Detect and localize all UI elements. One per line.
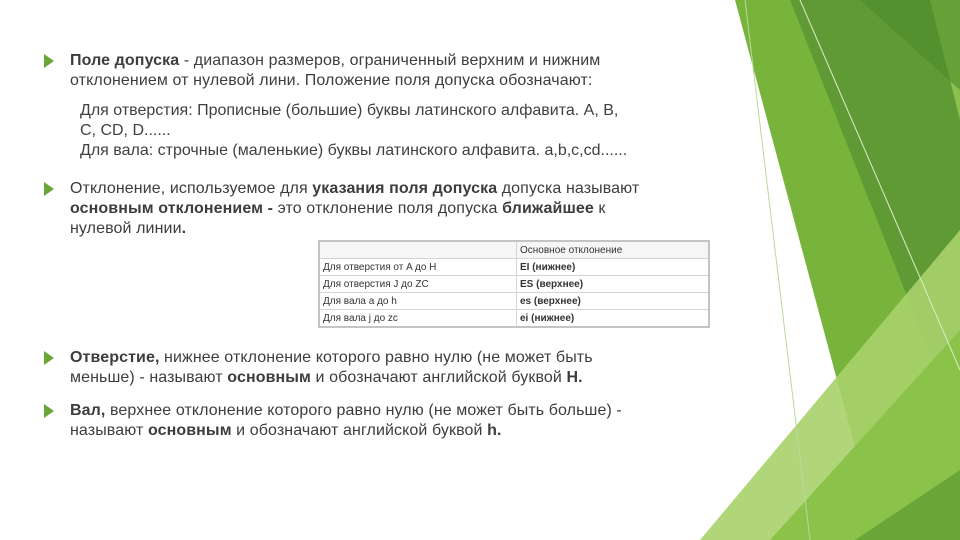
table-header-cell: Основное отклонение xyxy=(517,241,710,259)
bullet3-text xyxy=(70,348,730,388)
text-span: нижнее отклонение которого равно нулю (не может быть xyxy=(159,349,593,366)
bullet3-line1 xyxy=(70,348,730,368)
bullet1-text xyxy=(70,51,730,91)
table-row xyxy=(319,293,709,310)
text-span: и обозначают английской буквой xyxy=(311,369,567,386)
sub-paragraph xyxy=(80,101,720,161)
text-span-bold: основным xyxy=(227,369,311,386)
bullet2-line1 xyxy=(70,179,730,199)
table-row xyxy=(319,310,709,328)
deviation-table xyxy=(318,240,710,328)
text-span-bold: основным отклонением - xyxy=(70,200,274,217)
bullet4-line1 xyxy=(70,401,730,421)
bullet2-text xyxy=(70,179,730,239)
text-span: Отклонение, используемое для xyxy=(70,180,313,197)
bullet4-line2 xyxy=(70,421,730,441)
table-cell: Для отверстия от A до H xyxy=(319,259,517,276)
text-span: нулевой линии xyxy=(70,220,182,237)
bullet4-text xyxy=(70,401,730,441)
sub-line3: Для вала: строчные (маленькие) буквы латинского алфавита. a,b,c,cd...... xyxy=(80,142,628,159)
text-span-bold: указания поля допуска xyxy=(312,180,498,197)
sub-line2: С, СD, D...... xyxy=(80,122,171,139)
bullet-arrow-icon xyxy=(44,351,54,365)
sub-line1: Для отверстия: Прописные (большие) буквы латинского алфавита. А, В, xyxy=(80,102,619,119)
table-cell: EI (нижнее) xyxy=(517,259,710,276)
text-span: и обозначают английской буквой xyxy=(231,422,488,439)
text-span: допуска называют xyxy=(497,180,640,197)
text-span-bold: Вал, xyxy=(70,402,106,419)
table-cell: es (верхнее) xyxy=(517,293,710,310)
bullet2-line2 xyxy=(70,199,730,219)
text-span: называют xyxy=(70,422,148,439)
text-span-bold: h. xyxy=(487,422,502,439)
table-cell: Для отверстия J до ZC xyxy=(319,276,517,293)
text-span: к xyxy=(593,200,606,217)
table-header-row xyxy=(319,241,709,259)
table-row xyxy=(319,276,709,293)
term-tolerance-field: Поле допуска xyxy=(70,52,180,69)
table-cell: ei (нижнее) xyxy=(517,310,710,328)
table-cell: ES (верхнее) xyxy=(517,276,710,293)
table-cell: Для вала a до h xyxy=(319,293,517,310)
bullet1-line2: отклонением от нулевой лини. Положение поля допуска обозначают: xyxy=(70,72,593,89)
text-span-bold: ближайшее xyxy=(502,200,594,217)
table-row xyxy=(319,259,709,276)
bullet-arrow-icon xyxy=(44,404,54,418)
bullet-arrow-icon xyxy=(44,54,54,68)
bullet1-line1 xyxy=(70,51,730,71)
text-span-bold: H. xyxy=(566,369,583,386)
bullet2-line3 xyxy=(70,219,730,239)
text-span: меньше) - называют xyxy=(70,369,228,386)
text-span: верхнее отклонение которого равно нулю (не может быть больше) - xyxy=(105,402,622,419)
bullet-arrow-icon xyxy=(44,182,54,196)
text-span: это отклонение поля допуска xyxy=(273,200,503,217)
table-header-cell xyxy=(319,241,517,259)
text-span-bold: Отверстие, xyxy=(70,349,160,366)
table-cell: Для вала j до zc xyxy=(319,310,517,328)
text-span-bold: . xyxy=(181,220,187,237)
bullet3-line2 xyxy=(70,368,730,388)
text-span-bold: основным xyxy=(147,422,232,439)
bullet1-line1-rest: - диапазон размеров, ограниченный верхним и нижним xyxy=(179,52,601,69)
